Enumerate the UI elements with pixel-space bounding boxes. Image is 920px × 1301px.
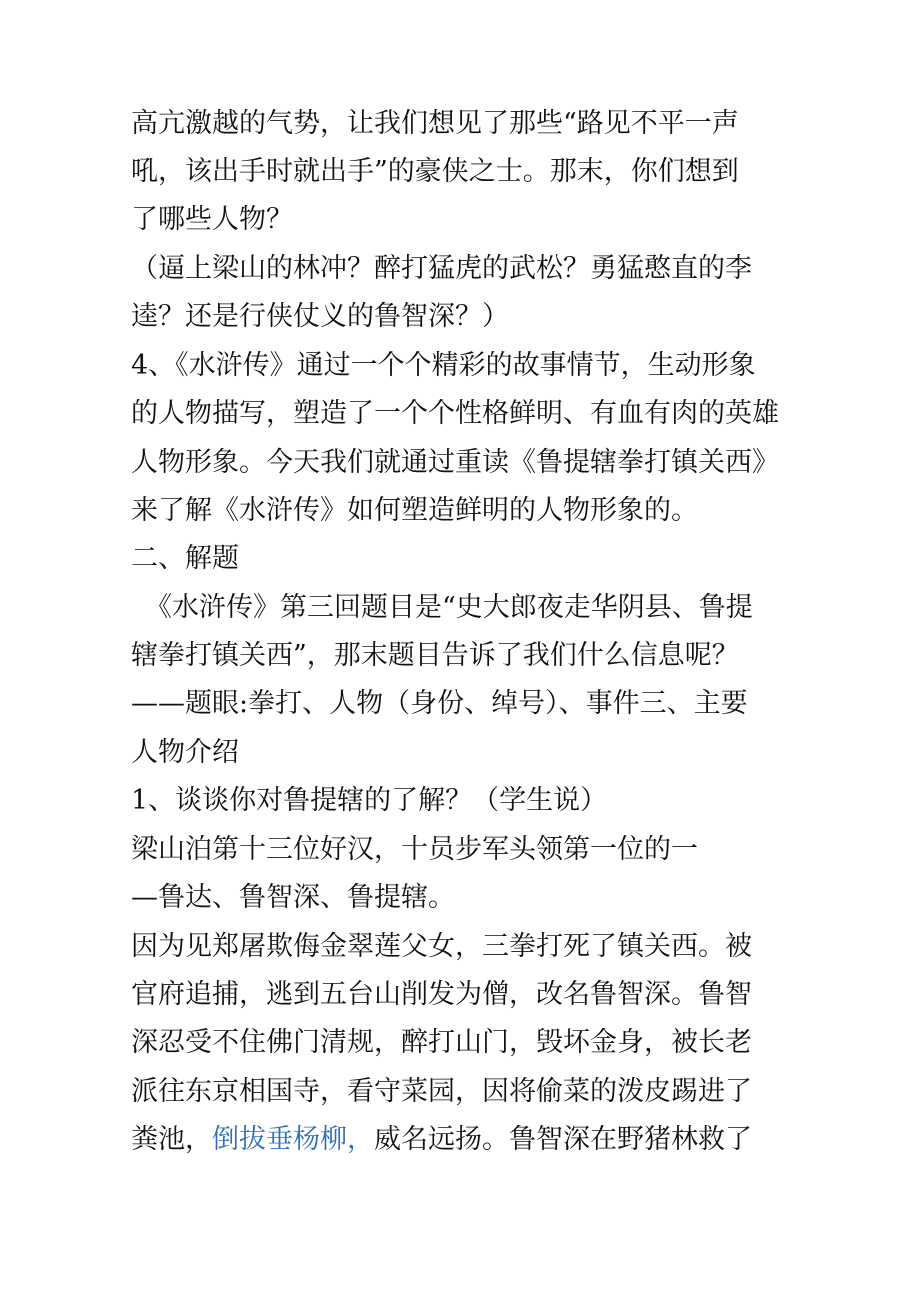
text-line: 人物介绍 [131,737,239,768]
text-line: 深忍受不住佛门清规，醉打山门，毁坏金身，被长老 [131,1027,752,1058]
text-line: 1、谈谈你对鲁提辖的了解？（学生说） [131,785,608,816]
text-segment: 粪池， [131,1124,212,1155]
text-line: 辖拳打镇关西”，那末题目告诉了我们什么信息呢？ [131,640,739,671]
text-line: 4、《水浒传》通过一个个精彩的故事情节，生动形象 [131,350,756,381]
section-heading: 二、解题 [131,543,239,574]
text-line: （逼上梁山的林冲？醉打猛虎的武松？勇猛憨直的李 [131,253,752,284]
text-line: 《水浒传》第三回题目是“史大郎夜走华阴县、鲁提 [145,592,753,623]
text-line: 的人物描写，塑造了一个个性格鲜明、有血有肉的英雄 [131,398,779,429]
text-line: 高亢激越的气势，让我们想见了那些“路见不平一声 [131,108,739,139]
text-line: 官府追捕，逃到五台山削发为僧，改名鲁智深。鲁智 [131,979,752,1010]
text-line: ——题眼:拳打、人物（身份、绰号）、事件三、主要 [131,688,748,719]
text-line: 了哪些人物？ [131,204,293,235]
text-line: 来了解《水浒传》如何塑造鲜明的人物形象的。 [131,495,698,526]
text-line: 梁山泊第十三位好汉，十员步军头领第一位的一 [131,834,698,865]
text-line: 派往东京相国寺，看守菜园，因将偷菜的泼皮踢进了 [131,1076,752,1107]
text-line: 因为见郑屠欺侮金翠莲父女，三拳打死了镇关西。被 [131,931,752,962]
text-line: 逵？还是行侠仗义的鲁智深？） [131,301,509,332]
text-line: —鲁达、鲁智深、鲁提辖。 [131,882,455,913]
highlighted-link[interactable]: 倒拔垂杨柳， [212,1124,374,1155]
text-line: 人物形象。今天我们就通过重读《鲁提辖拳打镇关西》 [131,447,779,478]
text-line-with-link [131,1123,752,1157]
text-segment: 威名远扬。鲁智深在野猪林救了 [374,1124,752,1155]
text-line: 吼，该出手时就出手”的豪侠之士。那末，你们想到 [131,156,739,187]
